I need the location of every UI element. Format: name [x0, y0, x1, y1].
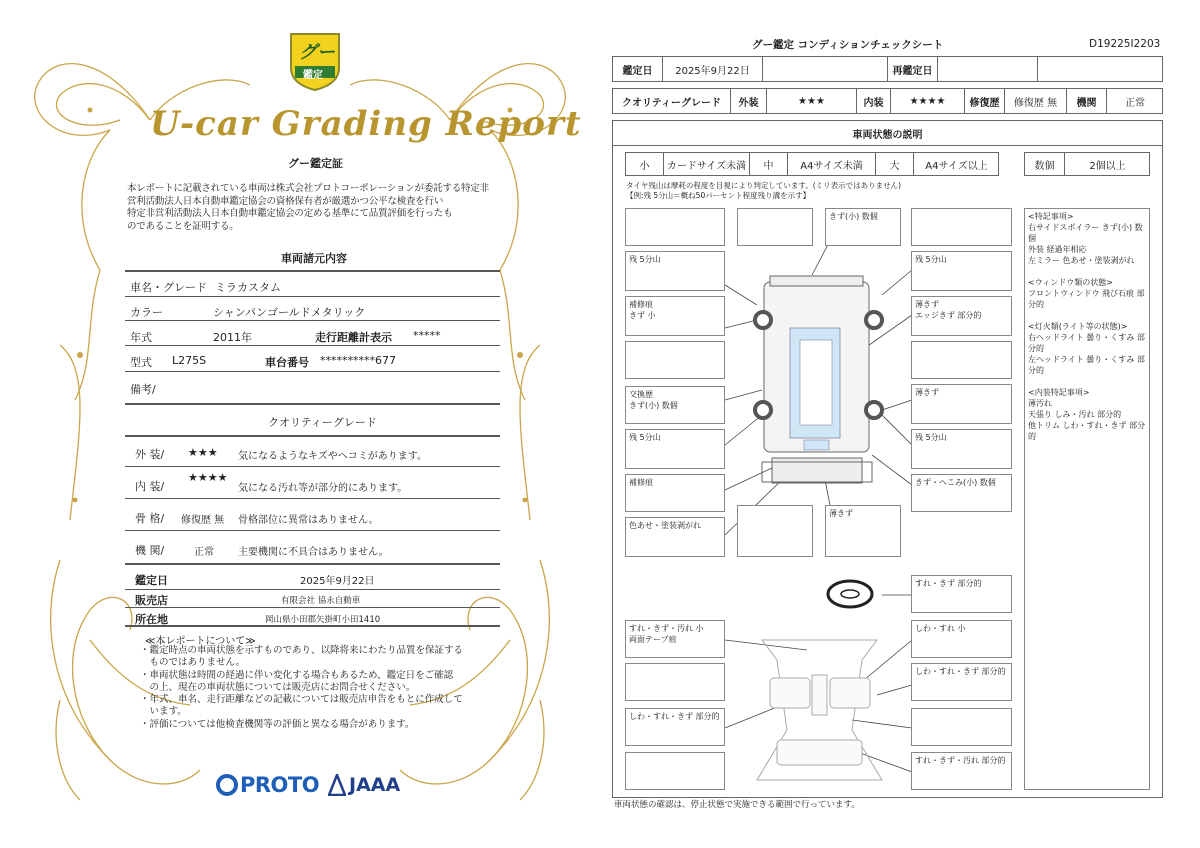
divider	[125, 563, 500, 565]
script-title: U-car Grading Report	[150, 104, 582, 144]
badge-top-text: グー	[299, 42, 335, 63]
divider	[125, 270, 500, 272]
note-heading: <ウィンドウ類の状態>	[1028, 278, 1113, 287]
divider	[125, 296, 500, 297]
count-legend	[1024, 152, 1150, 176]
chassis-value: **********677	[320, 354, 396, 367]
note-heading: <内装特記事項>	[1028, 388, 1090, 397]
note-line: 薄汚れ	[1028, 399, 1052, 408]
panel-right-4	[911, 341, 1012, 379]
exterior-label: 外装	[731, 89, 767, 113]
note-line: フロントウィンドウ 飛び石痕 部分的	[1028, 289, 1145, 309]
about-title: ≪本レポートについて≫	[145, 636, 256, 647]
note-line: 右サイドスポイラー きず(小) 数個	[1028, 223, 1143, 243]
interior-stars: ★★★★	[891, 89, 965, 113]
divider	[125, 589, 500, 590]
date-value: 2025年9月22日	[663, 57, 763, 81]
tire-example: 【例:残 5分山＝概ね50パーセント程度残り溝を示す】	[626, 191, 811, 200]
footer-note: 車両状態の確認は、停止状態で実施できる範囲で行っています。	[614, 800, 860, 810]
panel-top-left	[737, 208, 813, 246]
date-label: 鑑定日	[613, 57, 663, 81]
note-line: 右ヘッドライト 曇り・くすみ 部分的	[1028, 333, 1145, 353]
grade-row	[612, 88, 1163, 114]
panel-dent: きず・へこみ(小) 数個	[911, 474, 1012, 512]
panel-right-1	[911, 208, 1012, 246]
divider	[125, 498, 500, 499]
about-line: ・年式、車名、走行距離などの記載については販売店申告をもとに作成して	[140, 694, 463, 706]
appraisal-date-value: 2025年9月22日	[300, 576, 375, 587]
size-legend	[625, 152, 999, 176]
divider	[125, 530, 500, 531]
legend-count: 数個	[1025, 153, 1065, 175]
frame-value: 修復歴 無	[181, 515, 225, 526]
special-notes	[1024, 208, 1150, 790]
divider	[125, 371, 500, 372]
color-label: カラー	[130, 306, 163, 319]
about-list	[140, 645, 500, 731]
repair-label: 修復歴	[965, 89, 1005, 113]
reappraisal-value	[938, 57, 1038, 81]
legend-large-desc: A4サイズ以上	[925, 160, 988, 172]
panel-top-center: きず(小) 数個	[825, 208, 901, 246]
repair-value: 修復歴 無	[1005, 89, 1067, 113]
doc-id: D19225I2203	[1089, 38, 1161, 50]
panel-interior-left-3: しわ・すれ・きず 部分的	[625, 708, 725, 746]
exterior-label: 外 装/	[135, 448, 165, 461]
model-value: L275S	[172, 354, 207, 367]
panel-bottom-left	[737, 505, 813, 557]
divider	[125, 320, 500, 321]
panel-interior-right-3	[911, 708, 1012, 746]
mileage-value: *****	[413, 329, 441, 342]
about-line: ・鑑定時点の車両状態を示すものであり、以降将来にわたり品質を保証する	[140, 645, 464, 656]
sheet-title: グー鑑定 コンディションチェックシート	[752, 39, 944, 51]
chassis-label: 車台番号	[265, 356, 309, 369]
divider	[125, 607, 500, 608]
note-line: 天張り しみ・汚れ 部分的	[1028, 410, 1122, 419]
proto-logo	[216, 772, 319, 798]
jaaa-logo	[328, 772, 400, 798]
proto-mark-icon	[216, 774, 238, 796]
exterior-desc: 気になるようなキズやヘコミがあります。	[238, 451, 427, 462]
panel-interior-right-1: しわ・すれ 小	[911, 620, 1012, 658]
about-line: います。	[140, 706, 187, 718]
panel-tire-rear-left: 残 5分山	[625, 429, 725, 469]
color-value: シャンパンゴールドメタリック	[213, 306, 366, 319]
legend-small-desc: カードサイズ未満	[664, 153, 750, 175]
note-line: 左ミラー 色あせ・塗装剥がれ	[1028, 256, 1135, 265]
model-label: 型式	[130, 356, 152, 369]
note-spacer	[1028, 376, 1146, 387]
divider	[125, 435, 500, 437]
panel-thin-1: 薄きず エッジきず 部分的	[911, 296, 1012, 336]
panel-exchange: 交換歴 きず(小) 数個	[625, 386, 725, 424]
note-spacer	[1028, 310, 1146, 321]
divider	[125, 345, 500, 346]
note-heading: <特記事項>	[1028, 212, 1074, 221]
about-line: ものではありません。	[140, 657, 246, 669]
panel-tire-rear-right: 残 5分山	[911, 429, 1012, 469]
note-spacer	[1028, 266, 1146, 277]
panel-steering: すれ・きず 部分的	[911, 575, 1012, 613]
panel-bottom-thin: 薄きず	[825, 505, 901, 557]
intro-line: 本レポートに記載されている車両は株式会社プロトコーポレーションが委託する特定非	[127, 183, 489, 194]
panel-interior-right-4: すれ・きず・汚れ 部分的	[911, 752, 1012, 790]
note-line: 他トリム しわ・すれ・きず 部分的	[1028, 421, 1146, 441]
engine-value: 正常	[194, 547, 214, 558]
legend-mid-desc: A4サイズ未満	[788, 153, 876, 175]
frame-desc: 骨格部位に異常はありません。	[238, 515, 379, 526]
about-line: ・車両状態は時間の経過に伴い変化する場合もあるため、鑑定日をご確認	[140, 669, 454, 681]
panel-thin-2: 薄きず	[911, 384, 1012, 424]
divider	[125, 625, 500, 627]
interior-label: 内 装/	[135, 480, 165, 493]
engine-label: 機 関/	[135, 544, 165, 557]
reappraisal-label: 再鑑定日	[888, 57, 938, 81]
jaaa-logo-text: JAAA	[349, 774, 401, 796]
panel-interior-left-2	[625, 663, 725, 701]
panel-left-4	[625, 341, 725, 379]
exterior-stars: ★★★	[767, 89, 857, 113]
interior-label: 内装	[857, 89, 891, 113]
about-line: ・評価については他検査機関等の評価と異なる場合があります。	[140, 718, 415, 730]
engine-label: 機関	[1067, 89, 1107, 113]
panel-interior-left-4	[625, 752, 725, 790]
address-label: 所在地	[135, 613, 168, 626]
engine-value: 正常	[1125, 97, 1145, 109]
address-value: 岡山県小田郡矢掛町小田1410	[265, 615, 381, 625]
panel-interior-left-1: すれ・きず・汚れ 小 両面テープ痕	[625, 620, 725, 658]
panel-fade: 色あせ・塗装剥がれ	[625, 517, 725, 557]
panel-interior-right-2: しわ・すれ・きず 部分的	[911, 663, 1012, 701]
divider	[125, 403, 500, 405]
note-line: 外装 経過年相応	[1028, 245, 1087, 254]
tire-note: タイヤ残山は摩耗の程度を目視により判定しています。(ミリ表示ではありません)	[626, 181, 902, 190]
legend-large: 大	[876, 153, 914, 175]
interior-desc: 気になる汚れ等が部分的にあります。	[238, 483, 408, 494]
proto-logo-text: PROTO	[240, 773, 320, 797]
section-title: 車両状態の説明	[613, 121, 1162, 146]
engine-desc: 主要機関に不具合はありません。	[238, 547, 389, 558]
jaaa-mark-icon	[328, 774, 346, 796]
shop-value: 有限会社 協永自動車	[281, 596, 361, 606]
mileage-label: 走行距離計表示	[315, 331, 392, 344]
year-value: 2011年	[213, 331, 252, 344]
legend-small: 小	[626, 153, 664, 175]
date-blank	[763, 57, 888, 81]
quality-grade-label: クオリティーグレード	[613, 89, 731, 113]
intro-line: 特定非営利活動法人日本自動車鑑定協会の定める基準にて品質評価を行ったも	[127, 208, 453, 219]
specs-title: 車両諸元内容	[281, 252, 347, 265]
panel-left-1	[625, 208, 725, 246]
divider	[125, 466, 500, 467]
note-line: 左ヘッドライト 曇り・くすみ 部分的	[1028, 355, 1145, 375]
name-label: 車名・グレード	[130, 281, 207, 294]
note-heading: <灯火類(ライト等の状態)>	[1028, 322, 1128, 331]
year-label: 年式	[130, 331, 152, 344]
remarks-label: 備考/	[130, 383, 156, 396]
about-line: の上、現在の車両状態については販売店にお問合せください。	[140, 681, 416, 693]
frame-label: 骨 格/	[135, 512, 165, 525]
name-value: ミラカスタム	[215, 281, 281, 294]
date-row	[612, 56, 1163, 82]
appraisal-date-label: 鑑定日	[135, 574, 168, 587]
intro-paragraph	[127, 183, 497, 233]
panel-tire-front-left: 残 5分山	[625, 251, 725, 291]
interior-stars: ★★★★	[188, 471, 228, 484]
intro-line: 営利活動法人日本自動車鑑定協会の資格保有者が厳選かつ公平な検査を行い	[127, 195, 444, 207]
exterior-stars: ★★★	[188, 446, 218, 459]
panel-repair-2: 補修痕	[625, 474, 725, 512]
quality-title: クオリティーグレード	[268, 416, 377, 429]
shop-label: 販売店	[135, 594, 168, 607]
panel-tire-front-right: 残 5分山	[911, 251, 1012, 291]
legend-mid: 中	[750, 153, 788, 175]
goo-kantei-badge	[285, 30, 345, 92]
cert-title: グー鑑定証	[288, 157, 343, 170]
legend-count-desc: 2個以上	[1089, 160, 1126, 172]
intro-line: のであることを証明する。	[127, 220, 239, 232]
badge-bottom-text: 鑑定	[303, 70, 323, 81]
panel-repair-1: 補修痕 きず 小	[625, 296, 725, 336]
